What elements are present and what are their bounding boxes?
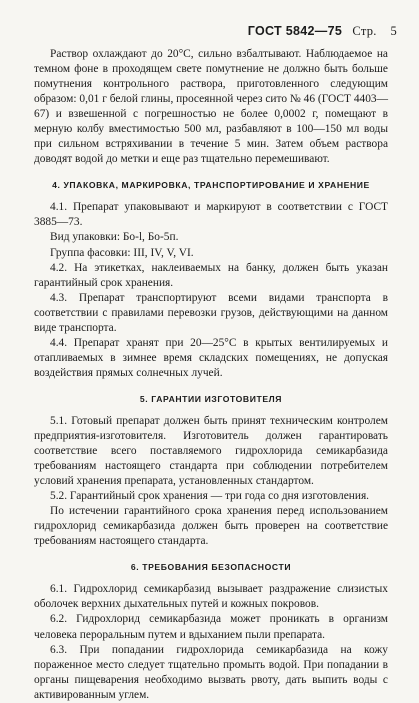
page-number: 5 <box>390 24 397 38</box>
section-6-title: 6. ТРЕБОВАНИЯ БЕЗОПАСНОСТИ <box>130 562 292 573</box>
section-4-title: 4. УПАКОВКА, МАРКИРОВКА, ТРАНСПОРТИРОВАНИЕ И ХРАНЕНИЕ <box>52 180 370 191</box>
page-label: Стр. <box>352 24 377 38</box>
section-6-paragraph-1: 6.1. Гидрохлорид семикарбазид вызывает раздражение слизистых оболочек верхних дыхательных путей и кожных покровов. <box>34 583 388 611</box>
section-4-paragraph-1: 4.1. Препарат упаковывают и маркируют в соответствии с ГОСТ 3885—73. <box>34 201 388 229</box>
section-5-paragraph-3: По истечении гарантийного срока хранения перед использованием гидрохлорид семикарбазида должен быть проверен на соответствие требованиям настоящего стандарта. <box>34 505 388 548</box>
section-5-paragraph-1: 5.1. Готовый препарат должен быть принят техническим контролем предприятия-изготовителя. Изготовитель должен гарантировать соответствие всего поставляемого гидрохлорида семикарбазида требованиям настоящего стандарта при соблюдении потребителем условий хранения препарата, установленных стандартом. <box>34 414 388 488</box>
section-6-paragraph-2: 6.2. Гидрохлорид семикарбазида может проникать в организм человека пероральным путем и вдыханием пыли препарата. <box>34 613 388 641</box>
section-4-paragraph-4: 4.2. На этикетках, наклеиваемых на банку, должен быть указан гарантийный срок хранения. <box>34 261 388 289</box>
section-4-paragraph-5: 4.3. Препарат транспортируют всеми видами транспорта в соответствии с правилами перевозки грузов, действующими на данном виде транспорта. <box>34 291 388 334</box>
page-header <box>248 24 397 39</box>
section-4-paragraph-2: Вид упаковки: Бо-l, Бо-5п. <box>50 231 179 244</box>
section-5-title: 5. ГАРАНТИИ ИЗГОТОВИТЕЛЯ <box>139 393 283 404</box>
section-6-paragraph-3: 6.3. При попадании гидрохлорида семикарбазида на кожу пораженное место следует тщательно промыть водой. При попадании в органы пищеварения необходимо вызвать рвоту, дать выпить воды с активированным углем. <box>34 643 388 701</box>
document-body <box>34 47 388 703</box>
section-5-paragraph-2: 5.2. Гарантийный срок хранения — три года со дня изготовления. <box>50 490 370 503</box>
intro-paragraph: Раствор охлаждают до 20°С, сильно взбалтывают. Наблюдаемое на темном фоне в проходящем свете помутнение не должно быть больше помутнения контрольного раствора, приготовленного следующим образом: 0,01 г белой глины, просеянной через сито № 46 (ГОСТ 4403—67) и взвешенной с погрешностью не более 0,0002 г, помещают в мерную колбу вместимостью 500 мл, разбавляют в 100—150 мл воды при сильном встряхивании в течение 5 мин. Затем объем раствора доводят водой до метки и еще раз тщательно перемешивают. <box>34 48 388 166</box>
standard-number: ГОСТ 5842—75 <box>247 24 343 38</box>
section-4-paragraph-6: 4.4. Препарат хранят при 20—25°С в крытых вентилируемых и отапливаемых в зимнее время складских помещениях, не допуская воздействия прямых солнечных лучей. <box>34 336 388 379</box>
section-4-paragraph-3: Группа фасовки: III, IV, V, VI. <box>50 246 194 259</box>
